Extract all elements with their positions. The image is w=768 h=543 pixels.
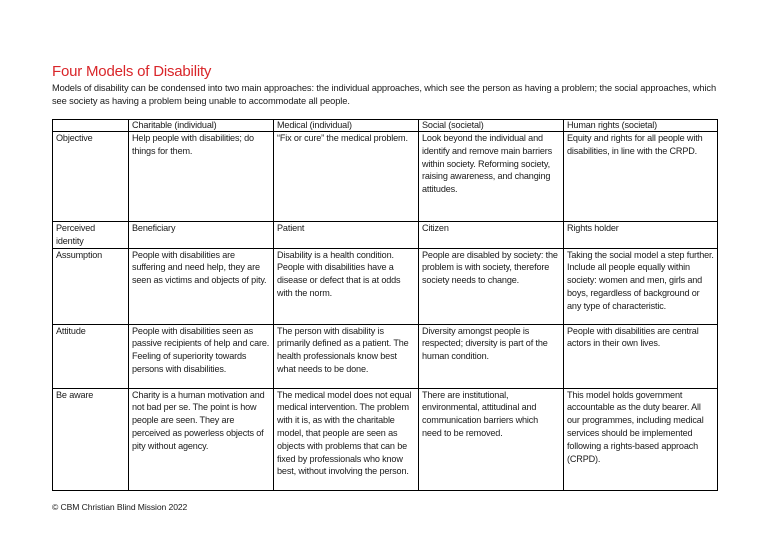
header-social: Social (societal) bbox=[419, 120, 564, 132]
table-row bbox=[53, 388, 718, 490]
table-row bbox=[53, 248, 718, 324]
header-corner bbox=[53, 120, 129, 132]
copyright-footer: © CBM Christian Blind Mission 2022 bbox=[52, 502, 188, 512]
table-cell: People with disabilities are central actors in their own lives. bbox=[564, 324, 718, 388]
models-table bbox=[52, 119, 718, 491]
header-human-rights: Human rights (societal) bbox=[564, 120, 718, 132]
table-cell: Taking the social model a step further. Include all people equally within society: women and men, girls and boys, regardless of background or any type of characteristic. bbox=[564, 248, 718, 324]
row-label-attitude: Attitude bbox=[53, 324, 129, 388]
table-cell: Patient bbox=[274, 222, 419, 249]
table-cell: There are institutional, environmental, attitudinal and communication barriers which need to be removed. bbox=[419, 388, 564, 490]
table-row bbox=[53, 132, 718, 222]
table-cell: Beneficiary bbox=[129, 222, 274, 249]
table-cell: Equity and rights for all people with disabilities, in line with the CRPD. bbox=[564, 132, 718, 222]
row-label-be-aware: Be aware bbox=[53, 388, 129, 490]
table-row bbox=[53, 324, 718, 388]
table-cell: “Fix or cure” the medical problem. bbox=[274, 132, 419, 222]
table-cell: People with disabilities seen as passive recipients of help and care. Feeling of superiority towards persons with disabilities. bbox=[129, 324, 274, 388]
table-cell: The medical model does not equal medical intervention. The problem with it is, as with the charitable model, that people are seen as objects with problems that can be fixed by professionals who know best, without involving the person. bbox=[274, 388, 419, 490]
row-label-perceived-identity: Perceived identity bbox=[53, 222, 129, 249]
table-cell: Charity is a human motivation and not bad per se. The point is how people are seen. They are perceived as powerless objects of pity without agency. bbox=[129, 388, 274, 490]
page-title: Four Models of Disability bbox=[52, 63, 212, 80]
table-cell: Diversity amongst people is respected; diversity is part of the human condition. bbox=[419, 324, 564, 388]
table-header-row bbox=[53, 120, 718, 132]
row-label-assumption: Assumption bbox=[53, 248, 129, 324]
table-cell: People with disabilities are suffering and need help, they are seen as victims and objects of pity. bbox=[129, 248, 274, 324]
table-row bbox=[53, 222, 718, 249]
table-cell: Rights holder bbox=[564, 222, 718, 249]
row-label-objective: Objective bbox=[53, 132, 129, 222]
table-cell: Disability is a health condition. People with disabilities have a disease or defect that is at odds with the norm. bbox=[274, 248, 419, 324]
table-cell: Look beyond the individual and identify and remove main barriers within society. Reforming society, raising awareness, and changing attitudes. bbox=[419, 132, 564, 222]
header-charitable: Charitable (individual) bbox=[129, 120, 274, 132]
table-cell: This model holds government accountable as the duty bearer. All our programmes, including medical services should be implemented following a rights-based approach (CRPD). bbox=[564, 388, 718, 490]
table-cell: Citizen bbox=[419, 222, 564, 249]
table-cell: Help people with disabilities; do things for them. bbox=[129, 132, 274, 222]
header-medical: Medical (individual) bbox=[274, 120, 419, 132]
intro-paragraph: Models of disability can be condensed into two main approaches: the individual approaches, which see the person as having a problem; the social approaches, which see society as having a problem being unable to accommodate all people. bbox=[52, 83, 717, 106]
table-cell: The person with disability is primarily defined as a patient. The health professionals know best what needs to be done. bbox=[274, 324, 419, 388]
table-cell: People are disabled by society: the problem is with society, therefore society needs to change. bbox=[419, 248, 564, 324]
